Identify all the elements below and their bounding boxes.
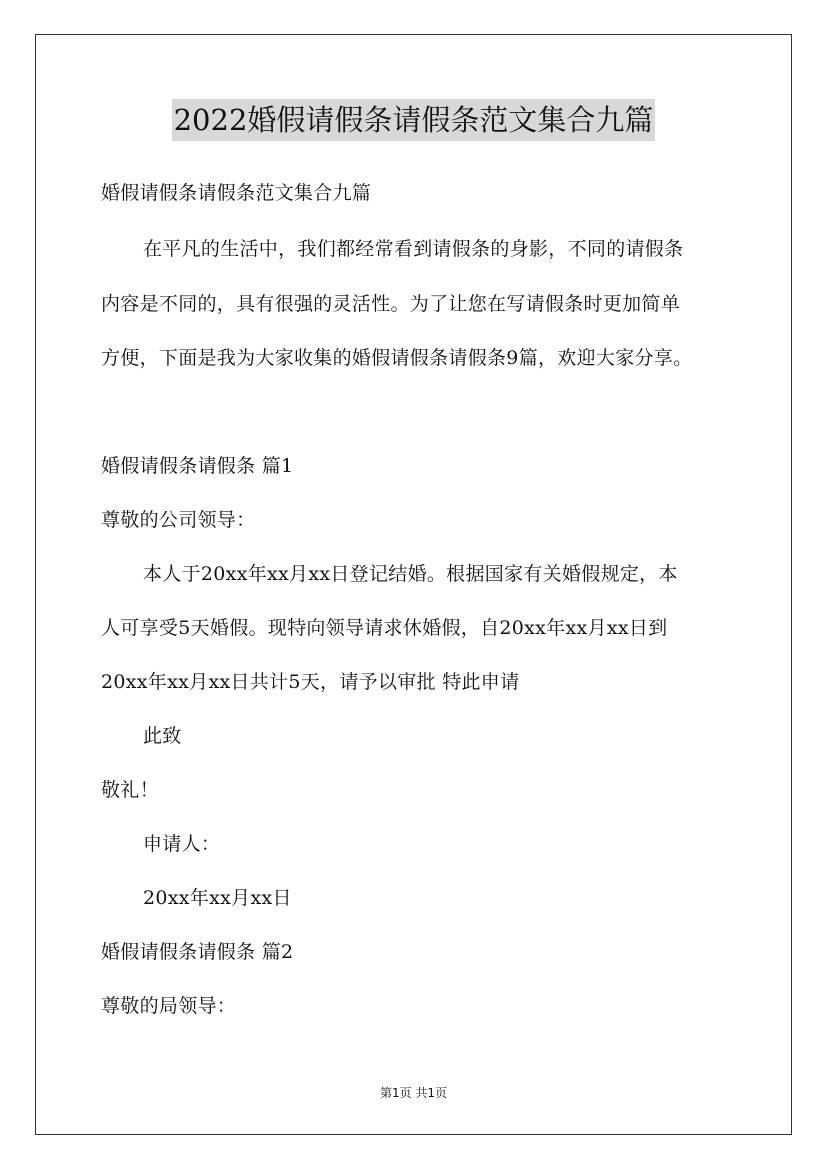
section1-closing-1: 此致	[143, 725, 182, 747]
section1-heading: 婚假请假条请假条 篇1	[101, 455, 294, 477]
page-footer: 第1页 共1页	[379, 1086, 448, 1100]
intro-line-2: 内容是不同的，具有很强的灵活性。为了让您在写请假条时更加简单	[101, 293, 681, 315]
document-subtitle: 婚假请假条请假条范文集合九篇	[101, 182, 372, 204]
section1-date: 20xx年xx月xx日	[143, 887, 292, 909]
section2-salutation: 尊敬的局领导：	[101, 995, 237, 1017]
section1-body-line-1: 本人于20xx年xx月xx日登记结婚。根据国家有关婚假规定，本	[143, 563, 678, 585]
section1-salutation: 尊敬的公司领导：	[101, 509, 256, 531]
section1-body-line-2: 人可享受5天婚假。现特向领导请求休婚假，自20xx年xx月xx日到	[101, 617, 668, 639]
document-title: 2022婚假请假条请假条范文集合九篇	[172, 99, 656, 141]
title-container	[0, 99, 827, 141]
section1-applicant: 申请人：	[143, 833, 221, 855]
intro-line-3: 方便，下面是我为大家收集的婚假请假条请假条9篇，欢迎大家分享。	[101, 347, 693, 369]
section1-closing-2: 敬礼！	[101, 779, 159, 801]
section2-heading: 婚假请假条请假条 篇2	[101, 941, 294, 963]
section1-body-line-3: 20xx年xx月xx日共计5天，请予以审批 特此申请	[101, 671, 520, 693]
intro-line-1: 在平凡的生活中，我们都经常看到请假条的身影，不同的请假条	[143, 238, 684, 260]
